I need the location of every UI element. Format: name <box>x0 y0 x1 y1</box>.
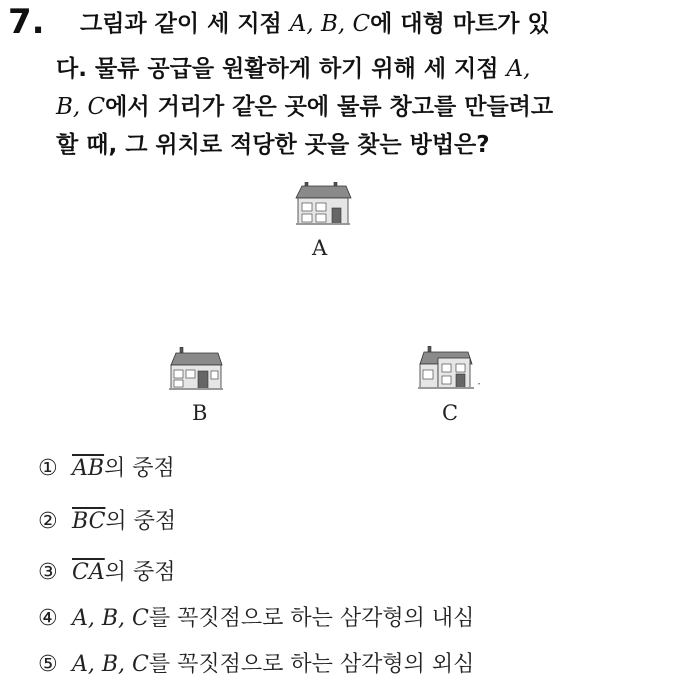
choice-5-text: 를 꼭짓점으로 하는 삼각형의 외심 <box>148 652 475 677</box>
choice-3[interactable] <box>38 562 175 584</box>
question-line-1 <box>80 13 675 36</box>
choice-3-marker: ③ <box>38 560 58 585</box>
house-a-icon <box>294 182 352 226</box>
choice-3-text: 의 중점 <box>104 560 176 585</box>
choice-2-text: 의 중점 <box>105 509 177 534</box>
question-number: 7. <box>8 2 45 42</box>
house-c-icon <box>418 346 474 390</box>
choice-5-points: A, B, C <box>72 652 149 677</box>
points-bc: B, C <box>56 94 106 120</box>
question-text-1: 그림과 같이 세 지점 <box>80 11 282 37</box>
segment-bc: $\overline{BC}$ <box>72 509 106 534</box>
question-line-3 <box>56 96 668 119</box>
choice-2-marker: ② <box>38 509 58 534</box>
choice-1-text: 의 중점 <box>104 456 175 481</box>
question-line-4 <box>56 134 668 157</box>
point-a: A, <box>506 56 531 82</box>
question-text-4: 할 때, 그 위치로 적당한 곳을 찾는 방법은? <box>56 132 490 158</box>
choice-4-text: 를 꼭짓점으로 하는 삼각형의 내심 <box>148 606 475 631</box>
house-b-icon <box>168 347 224 391</box>
choice-4-marker: ④ <box>38 606 58 631</box>
choice-5[interactable] <box>38 654 474 676</box>
question-text-2: 다. 물류 공급을 원활하게 하기 위해 세 지점 <box>56 56 499 82</box>
stray-mark: • <box>478 382 481 388</box>
question-text-3: 에서 거리가 같은 곳에 물류 창고를 만들려고 <box>105 94 554 120</box>
label-c: C <box>442 401 459 425</box>
label-a: A <box>312 236 328 260</box>
choice-1[interactable] <box>38 458 175 480</box>
question-text-1-tail: 에 대형 마트가 있 <box>370 11 550 37</box>
points-abc: A, B, C <box>289 11 371 37</box>
segment-ab: $\overline{AB}$ <box>72 456 105 481</box>
choice-4[interactable] <box>38 608 474 630</box>
choice-5-marker: ⑤ <box>38 652 58 677</box>
choice-2[interactable] <box>38 511 176 533</box>
choice-1-marker: ① <box>38 456 58 481</box>
question-line-2 <box>56 58 668 81</box>
label-b: B <box>192 401 208 425</box>
segment-ca: $\overline{CA}$ <box>72 560 105 585</box>
choice-4-points: A, B, C <box>72 606 149 631</box>
